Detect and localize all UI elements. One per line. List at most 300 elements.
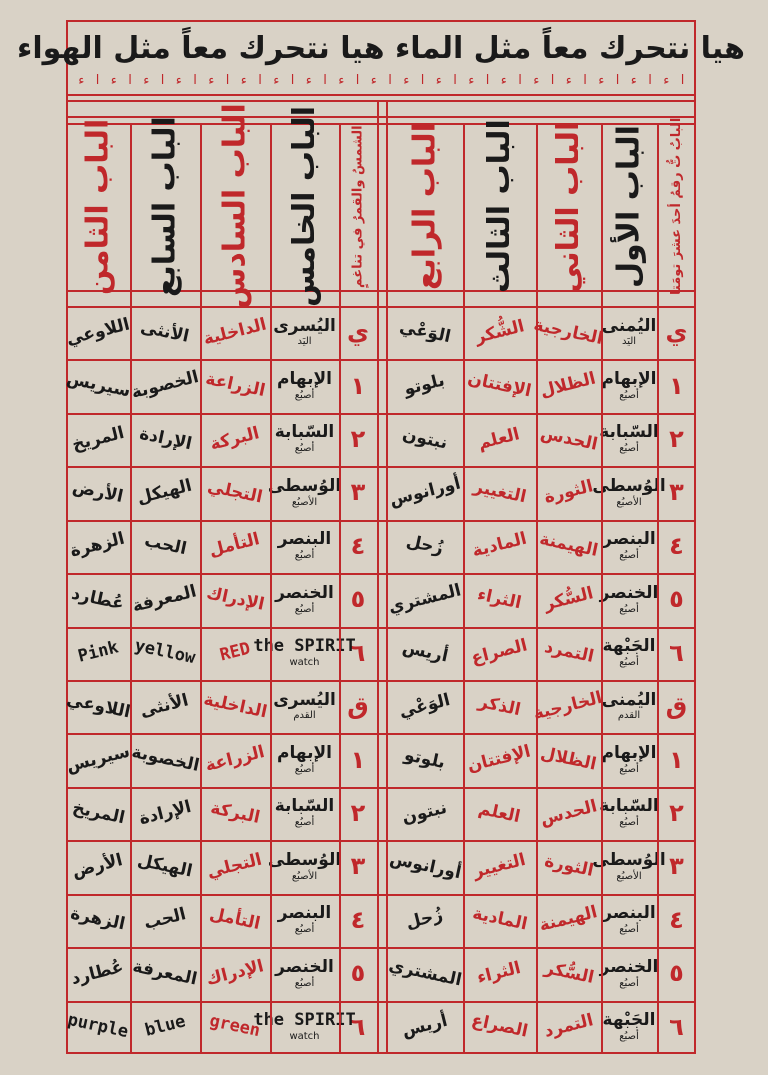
- row-label: [339, 787, 377, 840]
- table-cell: [536, 520, 601, 573]
- cell-text: ٦: [350, 1012, 366, 1041]
- cell-text: ١: [669, 745, 684, 774]
- table-cell: [130, 466, 200, 519]
- cell-text: أصبُع: [619, 977, 639, 989]
- cell-text: التغيير: [471, 849, 528, 883]
- table-cell: [253, 1001, 356, 1054]
- table-cell: [200, 680, 270, 733]
- cell-text: الظلال: [539, 743, 599, 775]
- cell-text: الوَعْي: [397, 316, 453, 347]
- table-cell: [601, 573, 657, 626]
- row-label: [657, 894, 696, 947]
- cell-text: الإدراك: [204, 956, 266, 990]
- cell-text: الحب: [142, 531, 189, 560]
- table-cell: [536, 573, 601, 626]
- row-label: [339, 840, 377, 893]
- row-line: [66, 466, 696, 468]
- cell-text: سيريس: [63, 741, 132, 777]
- table-cell: [463, 520, 536, 573]
- row-label: [339, 894, 377, 947]
- table-cell: [592, 840, 666, 893]
- cell-text: المشتري: [386, 580, 464, 618]
- cell-text: الشُّكر: [472, 316, 526, 348]
- cell-text: العلم: [476, 423, 523, 454]
- cell-text: أصبُع: [294, 603, 315, 615]
- cell-text: ٤: [669, 905, 684, 934]
- table-cell: [66, 466, 130, 519]
- table-cell: [200, 413, 270, 466]
- table-cell: [601, 894, 657, 947]
- cell-text: الزهرة: [68, 529, 127, 562]
- cell-text: أصبُع: [619, 763, 639, 775]
- table-cell: [601, 359, 657, 412]
- row-line: [66, 733, 696, 735]
- table-cell: [200, 840, 270, 893]
- ornament-mark: ا: [420, 72, 425, 88]
- ornament-mark: ا: [615, 72, 620, 88]
- table-cell: [200, 520, 270, 573]
- row-label: [657, 1001, 696, 1054]
- cell-text: ٢: [669, 424, 684, 453]
- table-cell: [601, 520, 657, 573]
- cell-text: الحدس: [537, 795, 599, 830]
- cell-text: أصبُع: [619, 389, 639, 401]
- table-cell: [463, 627, 536, 680]
- table-cell: [66, 520, 130, 573]
- cell-text: ٣: [350, 852, 366, 881]
- table-cell: [253, 627, 356, 680]
- cell-text: ٢: [350, 798, 366, 827]
- cell-text: المادية: [469, 529, 529, 562]
- cell-text: الخارجية: [532, 314, 606, 349]
- cell-text: الزراعة: [203, 369, 267, 402]
- cell-text: ٦: [669, 638, 684, 667]
- cell-text: الصراع: [469, 1010, 530, 1043]
- cell-text: المعرفة: [130, 581, 199, 617]
- table-cell: [66, 306, 130, 359]
- cell-text: الخنصر: [599, 582, 659, 603]
- cell-text: الهيكل: [135, 475, 195, 509]
- row-label: [657, 627, 696, 680]
- table-cell: [463, 413, 536, 466]
- table-cell: [463, 306, 536, 359]
- row-label: [339, 573, 377, 626]
- ornament-mark: ا: [323, 72, 327, 88]
- table-cell: [66, 840, 130, 893]
- column-header: الباب الثاني: [551, 120, 586, 293]
- ornament-mark: ا: [453, 72, 457, 88]
- column-header: الباب السابع: [147, 116, 183, 297]
- table-cell: [387, 627, 463, 680]
- cell-text: watch: [289, 656, 320, 668]
- cell-text: ٥: [350, 959, 366, 988]
- ornament-mark: ء: [468, 72, 475, 88]
- cell-text: بلوتو: [402, 370, 448, 400]
- cell-text: اللاوعي: [64, 689, 132, 723]
- table-cell: [601, 947, 657, 1000]
- ornament-mark: ء: [78, 72, 85, 88]
- cell-text: أصبُع: [294, 763, 315, 775]
- table-cell: [601, 413, 657, 466]
- row-label: [657, 573, 696, 626]
- cell-text: الخصوبة: [129, 742, 201, 777]
- row-label: [657, 520, 696, 573]
- table-cell: [463, 466, 536, 519]
- cell-text: ق: [347, 692, 369, 721]
- cell-text: السُّكر: [541, 583, 595, 615]
- table-cell: [130, 840, 200, 893]
- ornament-mark: ء: [403, 72, 410, 88]
- table-cell: [270, 520, 339, 573]
- table-cell: [130, 520, 200, 573]
- ornament-mark: ا: [128, 72, 132, 88]
- cell-text: السّبابة: [599, 796, 659, 817]
- table-cell: [66, 894, 130, 947]
- cell-text: اليَد: [621, 336, 637, 348]
- cell-text: أصبُع: [619, 1030, 639, 1042]
- cell-text: المادية: [470, 903, 529, 936]
- table-cell: [270, 787, 339, 840]
- table-cell: [200, 733, 270, 786]
- table-cell: [130, 359, 200, 412]
- table-cell: [66, 787, 130, 840]
- row-line: [66, 680, 696, 682]
- cell-text: ٤: [669, 531, 684, 560]
- cell-text: ٥: [669, 585, 684, 614]
- ornament-mark: ء: [370, 72, 377, 88]
- ornament-mark: ا: [193, 72, 197, 88]
- column-line: [200, 123, 202, 1054]
- cell-text: الداخلية: [201, 314, 269, 350]
- table-cell: [200, 894, 270, 947]
- ornament-mark: ء: [598, 72, 605, 88]
- cell-text: watch: [289, 1030, 320, 1042]
- cell-text: ٦: [350, 638, 366, 667]
- table-cell: [270, 680, 339, 733]
- cell-text: أصبُع: [619, 550, 639, 562]
- cell-text: عُطارد: [70, 583, 127, 615]
- table-cell: [270, 947, 339, 1000]
- ornament-mark: ا: [95, 72, 100, 88]
- cell-text: السّبابة: [599, 422, 659, 443]
- cell-text: اليُمنى: [601, 315, 657, 336]
- cell-text: الخنصر: [599, 956, 659, 977]
- ornament-mark: ا: [550, 72, 555, 88]
- table-cell: [66, 1001, 130, 1054]
- ornament-mark: ء: [143, 72, 150, 88]
- cell-text: العلم: [477, 798, 523, 827]
- table-cell: [463, 680, 536, 733]
- cell-text: أورانوس: [387, 848, 463, 884]
- cell-text: أريس: [400, 1011, 450, 1042]
- cell-text: الثراء: [475, 584, 524, 614]
- table-cell: [531, 680, 605, 733]
- column-line: [130, 123, 132, 1054]
- ornament-mark: ا: [258, 72, 262, 88]
- center-divider: [377, 100, 379, 1054]
- row-label: [339, 466, 377, 519]
- cell-text: الذكر: [476, 691, 523, 721]
- table-cell: [387, 840, 463, 893]
- table-cell: [601, 1001, 657, 1054]
- divider-line: [66, 100, 696, 102]
- table-cell: [463, 1001, 536, 1054]
- cell-text: اليَد: [297, 336, 312, 348]
- table-cell: [270, 733, 339, 786]
- cell-text: المريخ: [70, 797, 127, 828]
- table-cell: [387, 466, 463, 519]
- cell-text: الإبهام: [277, 368, 332, 389]
- table-cell: [601, 627, 657, 680]
- table-cell: [387, 787, 463, 840]
- cell-text: أصبُع: [294, 443, 315, 455]
- cell-text: الخنصر: [275, 956, 334, 977]
- cell-text: التغيير: [471, 476, 528, 508]
- table-cell: [601, 680, 657, 733]
- cell-text: عُطارد: [69, 956, 126, 990]
- cell-text: الإفتتان: [465, 741, 533, 777]
- row-label: [657, 733, 696, 786]
- column-header: الباب السادس: [217, 103, 253, 310]
- row-line: [66, 1001, 696, 1003]
- table-cell: [130, 573, 200, 626]
- table-cell: [200, 466, 270, 519]
- cell-text: اللاوعي: [64, 314, 132, 350]
- ornament-mark: ا: [485, 72, 490, 88]
- ornament-mark: ء: [663, 72, 670, 88]
- table-cell: [66, 627, 130, 680]
- cell-text: زُحل: [404, 531, 446, 560]
- row-line: [66, 627, 696, 629]
- cell-text: السّبابة: [274, 796, 335, 817]
- table-cell: [130, 787, 200, 840]
- cell-text: أصبُع: [294, 817, 315, 829]
- ornament-mark: ء: [240, 72, 247, 88]
- table-cell: [463, 733, 536, 786]
- table-cell: [463, 894, 536, 947]
- cell-text: الإدراك: [204, 583, 266, 615]
- table-cell: [387, 306, 463, 359]
- ornament-mark: ء: [305, 72, 312, 88]
- table-cell: [130, 733, 200, 786]
- cell-text: أصبُع: [294, 924, 315, 936]
- table-cell: [592, 466, 666, 519]
- table-cell: [536, 466, 601, 519]
- table-cell: [536, 733, 601, 786]
- cell-text: ٢: [669, 798, 684, 827]
- table-cell: [66, 947, 130, 1000]
- cell-text: ٥: [669, 959, 684, 988]
- cell-text: البنصر: [277, 903, 332, 924]
- cell-text: أصبُع: [294, 977, 315, 989]
- cell-text: الإبهام: [601, 368, 657, 389]
- table-cell: [387, 520, 463, 573]
- column-header: الباب الأول: [611, 125, 647, 288]
- cell-text: ١: [350, 745, 366, 774]
- table-cell: [387, 733, 463, 786]
- ornament-mark: ء: [533, 72, 540, 88]
- cell-text: الوُسطى: [267, 849, 342, 870]
- table-cell: [200, 573, 270, 626]
- cell-text: أصبُع: [619, 656, 639, 668]
- table-cell: [387, 894, 463, 947]
- table-cell: [387, 947, 463, 1000]
- table-cell: [130, 947, 200, 1000]
- cell-text: الجَبْهة: [602, 636, 656, 657]
- table-cell: [463, 840, 536, 893]
- cell-text: الهيكل: [135, 850, 195, 882]
- column-header: الباب الرابع: [407, 122, 443, 291]
- row-line: [66, 359, 696, 361]
- cell-text: الأصبُع: [291, 870, 318, 882]
- cell-text: البنصر: [277, 529, 332, 550]
- ornament-mark: ء: [630, 72, 637, 88]
- cell-text: التجلي: [205, 476, 265, 508]
- cell-text: purple: [66, 1010, 131, 1043]
- cell-text: ٦: [669, 1012, 684, 1041]
- table-cell: [536, 947, 601, 1000]
- cell-text: yellow: [133, 636, 198, 669]
- cell-text: القدم: [617, 710, 641, 722]
- divider-line: [66, 94, 696, 96]
- row-line: [66, 894, 696, 896]
- column-header: البابُ تُّ رقمُ أحدَ عشرَ تومَتا: [669, 117, 684, 296]
- cell-text: أصبُع: [294, 389, 315, 401]
- table-cell: [200, 359, 270, 412]
- cell-text: أصبُع: [619, 924, 639, 936]
- row-line: [66, 413, 696, 415]
- cell-text: green: [208, 1011, 263, 1042]
- row-line: [66, 947, 696, 949]
- cell-text: الحب: [141, 904, 188, 935]
- cell-text: التمرد: [541, 1010, 595, 1043]
- row-line: [66, 573, 696, 575]
- ornament-mark: ء: [500, 72, 507, 88]
- cell-text: الإرادة: [136, 796, 193, 829]
- cell-text: التجلي: [205, 849, 265, 883]
- cell-text: المريخ: [69, 422, 126, 455]
- ornament-mark: ء: [175, 72, 182, 88]
- cell-text: الخارجية: [531, 687, 605, 724]
- cell-text: الهيمنة: [537, 529, 600, 562]
- cell-text: the SPIRIT: [253, 636, 356, 657]
- row-line: [66, 520, 696, 522]
- table-cell: [532, 306, 606, 359]
- cell-text: الإبهام: [277, 742, 332, 763]
- cell-text: RED: [217, 638, 253, 666]
- table-cell: [463, 947, 536, 1000]
- ornament-mark: ء: [208, 72, 215, 88]
- cell-text: الأصبُع: [616, 870, 642, 882]
- row-label: [339, 947, 377, 1000]
- table-cell: [387, 359, 463, 412]
- cell-text: الجَبْهة: [602, 1010, 656, 1031]
- cell-text: الوُسطى: [592, 475, 666, 496]
- page-title: هيا نتحرك معاً مثل الماء هيا نتحرك معاً مثل الهواء: [17, 30, 745, 66]
- ornament-mark: ا: [583, 72, 587, 88]
- table-cell: [601, 306, 657, 359]
- ornament-mark: ء: [110, 72, 117, 88]
- table-cell: [536, 894, 601, 947]
- cell-text: الوُسطى: [267, 475, 342, 496]
- table-cell: [66, 680, 130, 733]
- table-cell: [66, 359, 130, 412]
- cell-text: الزراعة: [203, 742, 267, 777]
- cell-text: الظلال: [538, 368, 599, 402]
- column-line: [601, 123, 603, 1054]
- cell-text: الإرادة: [137, 423, 194, 454]
- table-cell: [130, 1001, 200, 1054]
- table-cell: [536, 627, 601, 680]
- ornament-mark: ء: [273, 72, 280, 88]
- cell-text: أصبُع: [619, 603, 639, 615]
- cell-text: ٤: [350, 531, 366, 560]
- table-cell: [601, 733, 657, 786]
- cell-text: الخنصر: [275, 582, 334, 603]
- cell-text: الإبهام: [601, 742, 657, 763]
- row-label: [657, 787, 696, 840]
- cell-text: السّبابة: [274, 422, 335, 443]
- row-label: [339, 520, 377, 573]
- cell-text: ٥: [350, 585, 366, 614]
- cell-text: الوُسطى: [592, 849, 666, 870]
- table-cell: [601, 787, 657, 840]
- row-label: [339, 306, 377, 359]
- table-cell: [200, 1001, 270, 1054]
- cell-text: البنصر: [602, 903, 656, 924]
- cell-text: البركة: [208, 422, 262, 455]
- row-label: [657, 306, 696, 359]
- ornament-mark: ا: [388, 72, 392, 88]
- cell-text: الثورة: [542, 851, 596, 882]
- table-cell: [270, 894, 339, 947]
- ornament-mark: ء: [338, 72, 345, 88]
- ornament-mark: ء: [435, 72, 442, 88]
- cell-text: الحدس: [538, 422, 600, 455]
- cell-text: زُحل: [404, 905, 446, 934]
- table-cell: [200, 306, 270, 359]
- table-cell: [536, 359, 601, 412]
- ornament-mark: ا: [518, 72, 522, 88]
- cell-text: اليُسرى: [273, 315, 336, 336]
- column-line: [339, 123, 341, 1054]
- cell-text: المعرفة: [131, 956, 200, 990]
- cell-text: ي: [665, 318, 688, 347]
- table-cell: [66, 413, 130, 466]
- table-cell: [387, 413, 463, 466]
- column-line: [463, 123, 465, 1054]
- cell-text: الإفتتان: [466, 368, 534, 402]
- table-cell: [463, 359, 536, 412]
- cell-text: الزهرة: [69, 903, 128, 936]
- table-cell: [200, 627, 270, 680]
- cell-text: ٣: [669, 478, 684, 507]
- table-cell: [270, 359, 339, 412]
- table-cell: [130, 627, 200, 680]
- row-label: [339, 733, 377, 786]
- cell-text: الأصبُع: [616, 496, 642, 508]
- cell-text: ٢: [350, 424, 366, 453]
- cell-text: الداخلية: [201, 689, 269, 723]
- ornament-mark: ا: [160, 72, 165, 88]
- table-cell: [130, 413, 200, 466]
- row-line: [66, 840, 696, 842]
- cell-text: الأنثى: [139, 316, 192, 347]
- column-header: الشمسُ والقمرُ في تناغمٍ: [350, 125, 366, 288]
- table-cell: [130, 306, 200, 359]
- cell-text: نبتون: [400, 424, 450, 454]
- ornament-mark: ا: [225, 72, 230, 88]
